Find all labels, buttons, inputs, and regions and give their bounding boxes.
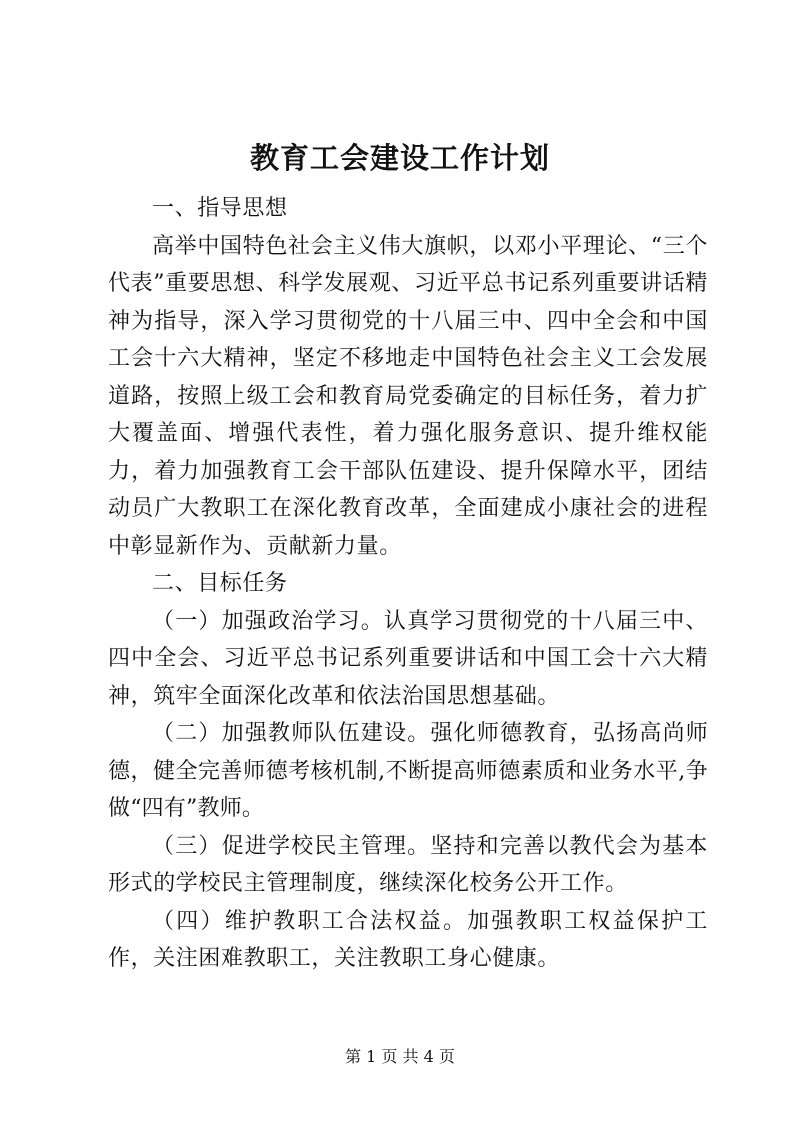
- section-heading: 二、目标任务: [152, 571, 288, 596]
- section-heading: 一、指导思想: [152, 196, 288, 221]
- paragraph: 高举中国特色社会主义伟大旗帜，以邓小平理论、“三个代表”重要思想、科学发展观、习近平总书记系列重要讲话精神为指导，深入学习贯彻党的十八届三中、四中全会和中国工会十六大精神，坚定不移地走中国特色社会主义工会发展道路，按照上级工会和教育局党委确定的目标任务，着力扩大覆盖面、增强代表性，着力强化服务意识、提升维权能力，着力加强教育工会干部队伍建设、提升保障水平，团结动员广大教职工在深化教育改革，全面建成小康社会的进程中彰显新作为、贡献新力量。: [108, 233, 708, 559]
- document-body: [108, 190, 708, 978]
- paragraph: （四）维护教职工合法权益。加强教职工权益保护工作，关注困难教职工，关注教职工身心健康。: [108, 908, 708, 971]
- paragraph: （二）加强教师队伍建设。强化师德教育，弘扬高尚师德，健全完善师德考核机制,不断提高师德素质和业务水平,争做“四有”教师。: [108, 721, 708, 821]
- document-title: 教育工会建设工作计划: [249, 141, 550, 175]
- paragraph: （一）加强政治学习。认真学习贯彻党的十八届三中、四中全会、习近平总书记系列重要讲话和中国工会十六大精神，筑牢全面深化改革和依法治国思想基础。: [108, 608, 708, 709]
- page-footer: 第 1 页 共 4 页: [345, 1047, 455, 1066]
- paragraph: （三）促进学校民主管理。坚持和完善以教代会为基本形式的学校民主管理制度，继续深化校务公开工作。: [108, 833, 708, 896]
